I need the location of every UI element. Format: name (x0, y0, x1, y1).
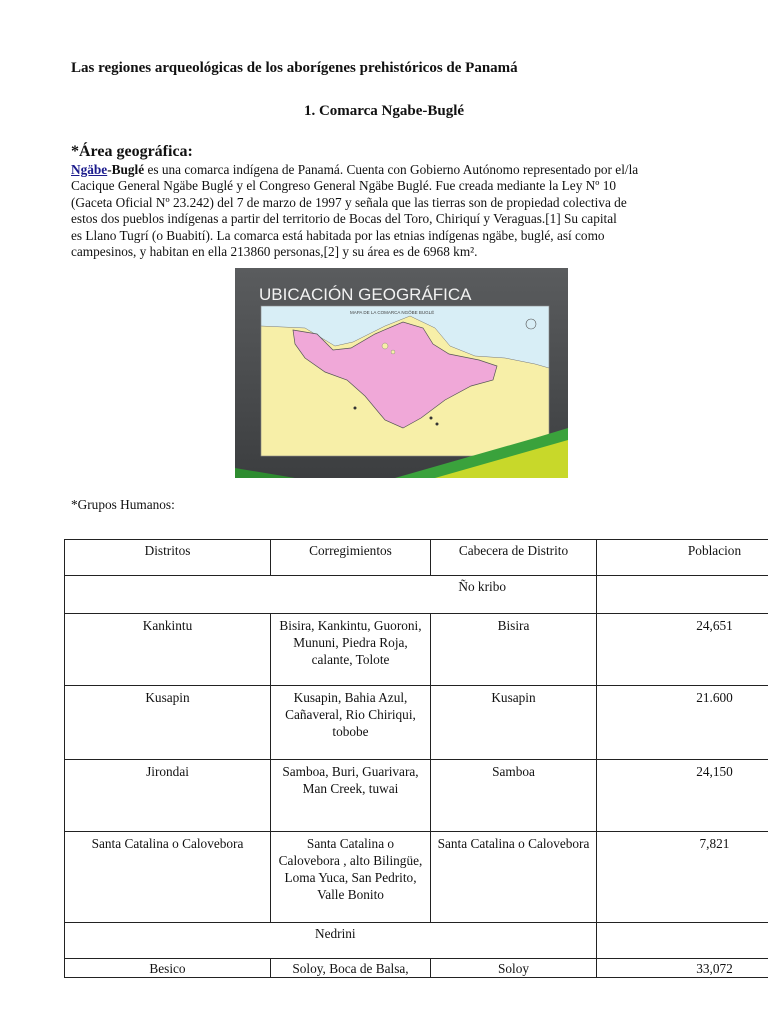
corregimientos-cell: Kusapin, Bahia Azul, Cañaveral, Rio Chiriqui, tobobe (271, 686, 431, 760)
paragraph-line: estos dos pueblos indígenas a partir del territorio de Bocas del Toro, Chiriquí y Veraguas.[1] Su capital (71, 211, 617, 227)
distrito-cell: Besico (65, 959, 271, 978)
cabecera-cell: Soloy (431, 959, 597, 978)
group-row (65, 923, 768, 959)
paragraph-line: Cacique General Ngäbe Buglé y el Congreso General Ngäbe Buglé. Fue creada mediante la Ley Nº 10 (71, 178, 617, 194)
paragraph-line: campesinos, y habitan en ella 213860 personas,[2] y su área es de 6968 km². (71, 244, 478, 260)
paragraph-line (71, 162, 721, 178)
header-cell: Distritos (65, 540, 271, 576)
map-island (382, 343, 388, 349)
map-marker (436, 423, 439, 426)
table-header-row (65, 540, 768, 576)
map-marker (354, 407, 357, 410)
corregimientos-cell: Santa Catalina o Calovebora , alto Bilingüe, Loma Yuca, San Pedrito, Valle Bonito (271, 832, 431, 923)
grupos-label: *Grupos Humanos: (71, 497, 175, 512)
poblacion-cell: 33,072 (597, 959, 768, 978)
group-row (65, 576, 768, 614)
table-row (65, 959, 768, 978)
table-row (65, 760, 768, 832)
cabecera-cell: Kusapin (431, 686, 597, 760)
distrito-cell: Jirondai (65, 760, 271, 832)
corregimientos-cell: Soloy, Boca de Balsa, (271, 959, 431, 978)
ngabe-link[interactable]: Ngäbe (71, 162, 108, 177)
map-island (391, 350, 395, 354)
distrito-cell: Santa Catalina o Calovebora (65, 832, 271, 923)
districts-table (64, 539, 768, 978)
header-cell: Poblacion (597, 540, 768, 576)
paragraph-line: es Llano Tugrí (o Buabití). La comarca está habitada por las etnias indígenas ngäbe, buglé, así como (71, 227, 605, 243)
corregimientos-cell: Bisira, Kankintu, Guoroni, Mununi, Piedra Roja, calante, Tolote (271, 614, 431, 686)
empty-cell (597, 923, 768, 959)
poblacion-cell: 21.600 (597, 686, 768, 760)
table-row (65, 614, 768, 686)
area-heading: *Área geográfica: (71, 143, 193, 160)
header-cell: Corregimientos (271, 540, 431, 576)
empty-cell (597, 576, 768, 614)
cabecera-cell: Santa Catalina o Calovebora (431, 832, 597, 923)
paragraph-line: (Gaceta Oficial Nº 23.242) del 7 de marzo de 1997 y señala que las tierras son de propiedad colectiva de (71, 194, 627, 210)
cabecera-cell: Samboa (431, 760, 597, 832)
map-graphic (235, 268, 568, 478)
poblacion-cell: 24,150 (597, 760, 768, 832)
section-subtitle: 1. Comarca Ngabe-Buglé (303, 103, 465, 119)
map-marker (430, 417, 433, 420)
distrito-cell: Kankintu (65, 614, 271, 686)
paragraph-text: es una comarca indígena de Panamá. Cuenta con Gobierno Autónomo representado por el/la (144, 162, 639, 177)
group-label: Ño kribo (65, 576, 597, 614)
cabecera-cell: Bisira (431, 614, 597, 686)
map-caption: MAPA DE LA COMARCA NGÖBE BUGLÉ (350, 310, 435, 315)
header-cell: Cabecera de Distrito (431, 540, 597, 576)
table-row (65, 832, 768, 923)
bugle-bold: -Buglé (107, 162, 145, 177)
group-label: Nedrini (65, 923, 597, 959)
map-image (235, 268, 568, 478)
distrito-cell: Kusapin (65, 686, 271, 760)
banner-title: UBICACIÓN GEOGRÁFICA (259, 285, 472, 304)
poblacion-cell: 24,651 (597, 614, 768, 686)
corregimientos-cell: Samboa, Buri, Guarivara, Man Creek, tuwai (271, 760, 431, 832)
area-paragraph (71, 162, 721, 260)
poblacion-cell: 7,821 (597, 832, 768, 923)
table-row (65, 686, 768, 760)
document-title: Las regiones arqueológicas de los aborígenes prehistóricos de Panamá (71, 60, 518, 76)
